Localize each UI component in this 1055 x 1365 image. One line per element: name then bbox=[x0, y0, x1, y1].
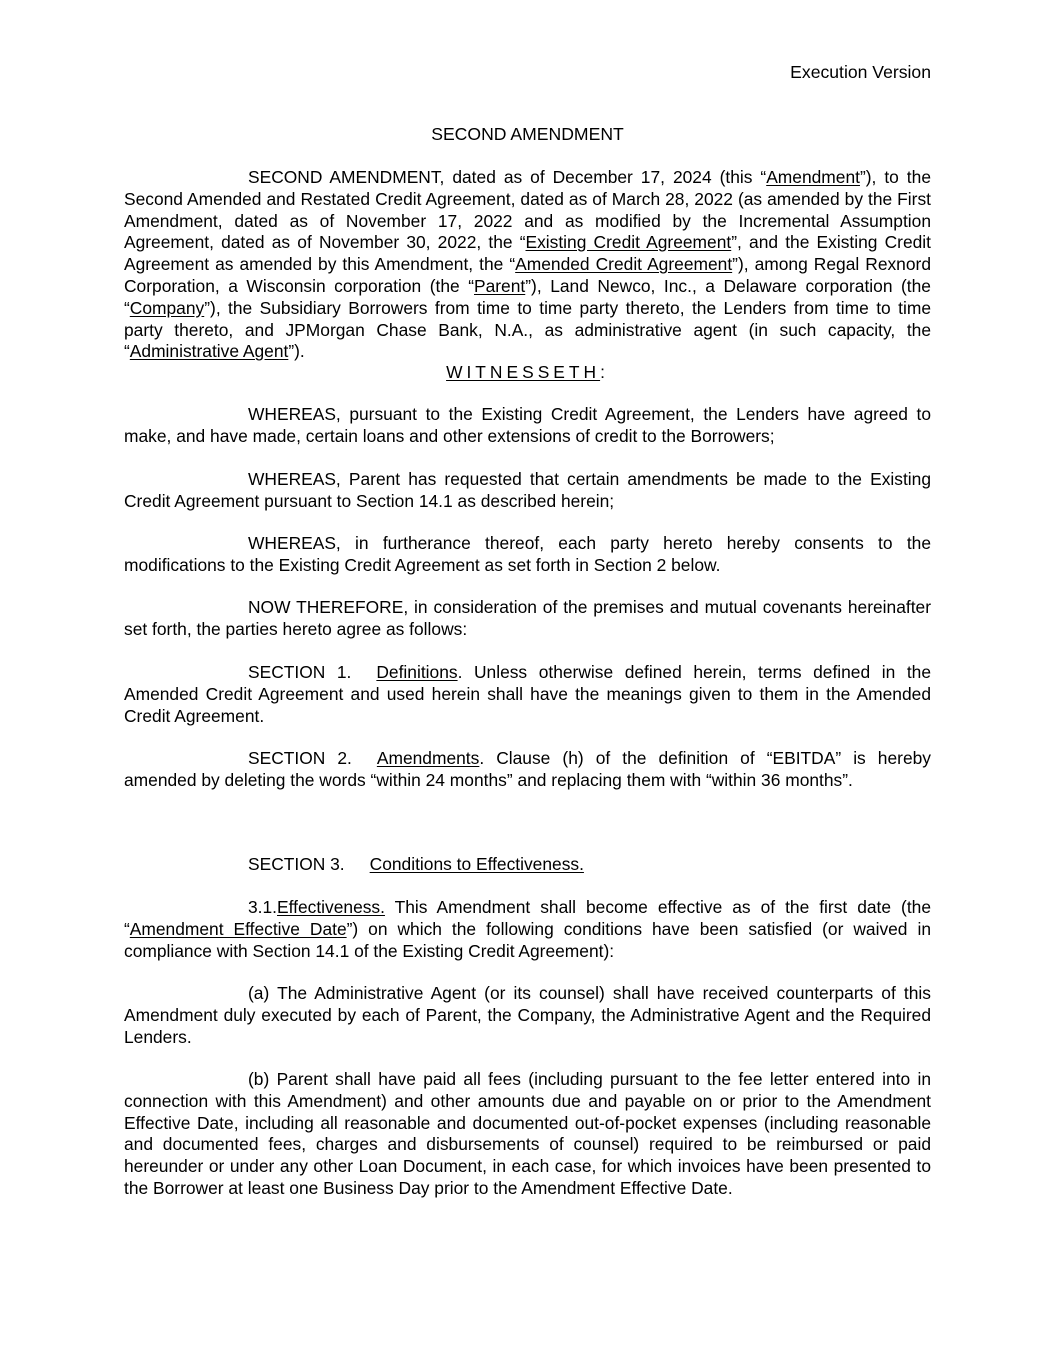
witnesseth-word: WITNESSETH bbox=[446, 362, 601, 382]
intro-text: ”), the Subsidiary Borrowers from time to time party thereto, the Lenders from time to time party thereto, and JPMorgan Chase Bank, N.A., as administrative agent (in such capacity, the “ bbox=[124, 297, 931, 362]
witnesseth-heading bbox=[0, 362, 1055, 383]
intro-text: ”). bbox=[288, 341, 305, 362]
section-3-1-text: This Amendment shall become effective as of the first date (the “ bbox=[124, 897, 931, 939]
defined-term-existing-credit-agreement: Existing Credit Agreement bbox=[525, 232, 732, 253]
section-1-text: . Unless otherwise defined herein, terms defined in the Amended Credit Agreement and used herein shall have the meanings given to them in the Amended Credit Agreement. bbox=[124, 662, 931, 726]
intro-text: ”), Land Newco, Inc., a Delaware corporation (the “ bbox=[124, 275, 931, 318]
recital-2: WHEREAS, Parent has requested that certain amendments be made to the Existing Credit Agreement pursuant to Section 14.1 as described herein; bbox=[124, 469, 931, 511]
section-3-heading: Conditions to Effectiveness. bbox=[369, 854, 584, 874]
section-1-number: SECTION 1. bbox=[248, 662, 352, 682]
section-2-text: . Clause (h) of the definition of “EBITDA” is hereby amended by deleting the words “within 24 months” and replacing them with “within 36 months”. bbox=[124, 748, 931, 790]
witnesseth-colon: : bbox=[600, 362, 609, 382]
defined-term-amendment: Amendment bbox=[766, 167, 860, 187]
defined-term-administrative-agent: Administrative Agent bbox=[129, 341, 289, 362]
defined-term-company: Company bbox=[129, 297, 205, 318]
section-2-number: SECTION 2. bbox=[248, 748, 352, 768]
now-therefore-paragraph: NOW THEREFORE, in consideration of the premises and mutual covenants hereinafter set forth, the parties hereto agree as follows: bbox=[124, 597, 931, 639]
intro-paragraph bbox=[124, 167, 931, 363]
section-3-1-paragraph bbox=[124, 897, 931, 962]
condition-b-paragraph: (b) Parent shall have paid all fees (including pursuant to the fee letter entered into in connection with this Amendment) and other amounts due and payable on or prior to the Amendment Effective Date, including all reasonable and documented out-of-pocket expenses (including reasonable and documented fees, charges and disbursements of counsel) required to be reimbursed or paid hereunder or under any other Loan Document, in each case, for which invoices have been presented to the Borrower at least one Business Day prior to the Amendment Effective Date. bbox=[124, 1069, 931, 1198]
defined-term-amendment-effective-date: Amendment Effective Date bbox=[129, 918, 347, 939]
section-3-1-number: 3.1. bbox=[248, 897, 278, 917]
section-1-heading: Definitions bbox=[376, 662, 458, 682]
intro-text: SECOND AMENDMENT, dated as of December 17, 2024 (this “ bbox=[248, 167, 767, 187]
document-title: SECOND AMENDMENT bbox=[431, 124, 624, 144]
defined-term-amended-credit-agreement: Amended Credit Agreement bbox=[515, 254, 733, 275]
execution-version-label: Execution Version bbox=[790, 62, 931, 82]
defined-term-parent: Parent bbox=[474, 275, 526, 296]
intro-text: ”), to the Second Amended and Restated Credit Agreement, dated as of March 28, 2022 (as amended by the First Amendment, dated as of November 17, 2022 and as modified by the Incremental Assumption Agreement, dated as of November 30, 2022, the “ bbox=[124, 167, 931, 253]
section-3-heading-line bbox=[248, 854, 584, 875]
section-3-1-heading: Effectiveness. bbox=[277, 897, 385, 917]
recital-1: WHEREAS, pursuant to the Existing Credit Agreement, the Lenders have agreed to make, and have made, certain loans and other extensions of credit to the Borrowers; bbox=[124, 404, 931, 446]
section-1-paragraph bbox=[124, 662, 931, 727]
section-2-paragraph bbox=[124, 748, 931, 792]
intro-text: ”), among Regal Rexnord Corporation, a Wisconsin corporation (the “ bbox=[124, 254, 931, 296]
section-3-1-text: ”) on which the following conditions have been satisfied (or waived in compliance with Section 14.1 of the Existing Credit Agreement): bbox=[124, 918, 931, 961]
section-3-number: SECTION 3. bbox=[248, 854, 345, 874]
intro-text: ”, and the Existing Credit Agreement as amended by this Amendment, the “ bbox=[124, 232, 931, 275]
condition-a-paragraph: (a) The Administrative Agent (or its counsel) shall have received counterparts of this Amendment duly executed by each of Parent, the Company, the Administrative Agent and the Required Lenders. bbox=[124, 983, 931, 1047]
section-2-heading: Amendments bbox=[376, 748, 480, 768]
recital-3: WHEREAS, in furtherance thereof, each party hereto hereby consents to the modifications to the Existing Credit Agreement as set forth in Section 2 below. bbox=[124, 533, 931, 575]
